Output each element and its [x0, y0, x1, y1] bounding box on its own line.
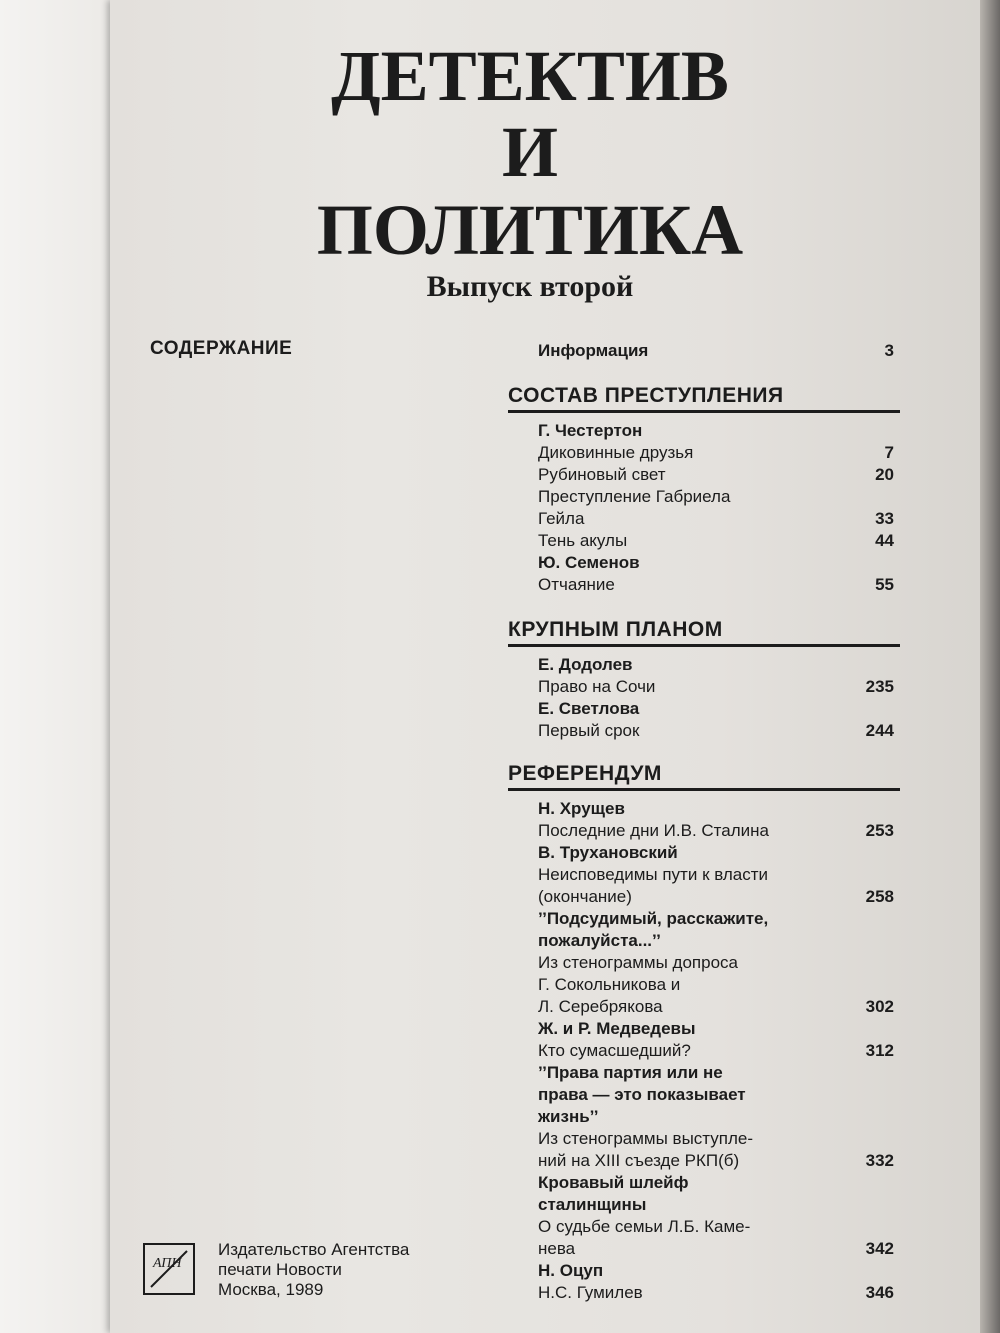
- toc-entry: [508, 864, 900, 886]
- toc-author: [508, 1018, 900, 1040]
- page-edge: [980, 0, 1000, 1333]
- toc-entry-title: ний на XIII съезде РКП(б): [538, 1151, 740, 1170]
- toc-entry: [508, 1238, 900, 1260]
- toc-entry-title: Ю. Семенов: [538, 553, 640, 572]
- toc-entry-page: 33: [875, 509, 894, 528]
- toc-entry-title: Ж. и Р. Медведевы: [538, 1019, 696, 1038]
- toc-entry: [508, 974, 900, 996]
- toc-author: [508, 1062, 900, 1084]
- toc-entry: [508, 508, 900, 530]
- toc-entry-title: Первый срок: [538, 721, 640, 740]
- toc-entry: [508, 1150, 900, 1172]
- toc-author: [508, 1106, 900, 1128]
- toc-section-heading: КРУПНЫМ ПЛАНОМ: [508, 616, 900, 647]
- toc-entry-page: 312: [865, 1041, 894, 1060]
- toc-entry-title: Тень акулы: [538, 531, 628, 550]
- toc-entry-title: жизнь’’: [538, 1107, 599, 1126]
- toc-entry-title: права — это показывает: [538, 1085, 746, 1104]
- toc-entry-title: Г. Честертон: [538, 421, 643, 440]
- toc-entry: [508, 442, 900, 464]
- toc-entry-page: 346: [865, 1283, 894, 1302]
- toc-entry: [508, 574, 900, 596]
- publisher-line: печати Новости: [218, 1260, 342, 1279]
- toc-author: [508, 654, 900, 676]
- toc-entry-title: Последние дни И.В. Сталина: [538, 821, 769, 840]
- toc-entry-page: 253: [865, 821, 894, 840]
- toc-entry-title: Диковинные друзья: [538, 443, 694, 462]
- toc-entry: [508, 720, 900, 742]
- toc-entry: [508, 820, 900, 842]
- toc-author: [508, 908, 900, 930]
- toc-entry: [508, 1128, 900, 1150]
- toc-entry-title: Из стенограммы допроса: [538, 953, 738, 972]
- toc-entry-page: 55: [875, 575, 894, 594]
- toc-entry-title: Н. Оцуп: [538, 1261, 604, 1280]
- toc-entry-info: [508, 340, 900, 362]
- toc-entry-page: 3: [884, 341, 894, 360]
- toc-author: [508, 930, 900, 952]
- toc-entry-title: В. Трухановский: [538, 843, 678, 862]
- toc-entry-title: Право на Сочи: [538, 677, 656, 696]
- apn-logo-text: АПН: [153, 1256, 182, 1271]
- toc-entry-page: 235: [865, 677, 894, 696]
- apn-logo-mark: [145, 1245, 193, 1293]
- toc-author: [508, 842, 900, 864]
- toc-entry: [508, 464, 900, 486]
- toc-entry-page: 7: [884, 443, 894, 462]
- toc-entry-page: 332: [865, 1151, 894, 1170]
- toc-entry-title: Е. Додолев: [538, 655, 633, 674]
- toc-entry-page: 258: [865, 887, 894, 906]
- publisher-line: Издательство Агентства: [218, 1240, 410, 1259]
- toc-entry: [508, 530, 900, 552]
- toc-entry-title: ’’Подсудимый, расскажите,: [538, 909, 769, 928]
- publisher-line: Москва, 1989: [218, 1280, 324, 1299]
- book-title-line-3: ПОЛИТИКА: [316, 190, 744, 270]
- toc-entry-title: Г. Сокольникова и: [538, 975, 681, 994]
- contents-heading: СОДЕРЖАНИЕ: [150, 338, 293, 359]
- toc-entry-title: Из стенограммы выступле-: [538, 1129, 754, 1148]
- publisher-info: [218, 1240, 498, 1300]
- toc-entry: [508, 676, 900, 698]
- toc-entry: [508, 952, 900, 974]
- toc-section-heading: РЕФЕРЕНДУМ: [508, 760, 900, 791]
- toc-entry-title: Отчаяние: [538, 575, 615, 594]
- toc-author: [508, 420, 900, 442]
- toc-entry-title: Преступление Габриела: [538, 487, 731, 506]
- background-surface: [0, 0, 110, 1333]
- toc-entry-page: 20: [875, 465, 894, 484]
- apn-logo-icon: [143, 1243, 195, 1295]
- toc-author: [508, 1194, 900, 1216]
- toc-entry-title: Е. Светлова: [538, 699, 640, 718]
- toc-entry-title: Кровавый шлейф: [538, 1173, 689, 1192]
- toc-entry-title: Рубиновый свет: [538, 465, 666, 484]
- book-title-line-1: ДЕТЕКТИВ: [331, 36, 729, 116]
- toc-entry-title: ’’Права партия или не: [538, 1063, 723, 1082]
- toc-entry: [508, 486, 900, 508]
- toc-entry-page: 342: [865, 1239, 894, 1258]
- toc-entry: [508, 1216, 900, 1238]
- book-subtitle: Выпуск второй: [426, 270, 634, 303]
- toc-entry-title: Кто сумасшедший?: [538, 1041, 691, 1060]
- toc-entry-title: нева: [538, 1239, 576, 1258]
- toc-entry-page: 302: [865, 997, 894, 1016]
- toc-author: [508, 798, 900, 820]
- toc-entry: [508, 1282, 900, 1304]
- toc-author: [508, 1172, 900, 1194]
- toc-entry: [508, 996, 900, 1018]
- toc-entry-title: О судьбе семьи Л.Б. Каме-: [538, 1217, 751, 1236]
- toc-entry-page: 244: [865, 721, 894, 740]
- toc-entry-title: пожалуйста...’’: [538, 931, 661, 950]
- toc-entry-title: Л. Серебрякова: [538, 997, 663, 1016]
- toc-entry: [508, 1040, 900, 1062]
- toc-author: [508, 1260, 900, 1282]
- toc-entry-title: Н. Хрущев: [538, 799, 625, 818]
- toc-entry-title: (окончание): [538, 887, 632, 906]
- book-title-line-2: И: [501, 112, 558, 192]
- toc-author: [508, 698, 900, 720]
- toc-author: [508, 1084, 900, 1106]
- toc-entry-page: 44: [875, 531, 894, 550]
- toc-entry-title: Н.С. Гумилев: [538, 1283, 643, 1302]
- toc-entry-title: Гейла: [538, 509, 585, 528]
- toc-author: [508, 552, 900, 574]
- toc-section-heading: СОСТАВ ПРЕСТУПЛЕНИЯ: [508, 382, 900, 413]
- toc-entry: [508, 886, 900, 908]
- toc-entry-title: сталинщины: [538, 1195, 647, 1214]
- toc-entry-title: Информация: [538, 341, 649, 360]
- toc-entry-title: Неисповедимы пути к власти: [538, 865, 769, 884]
